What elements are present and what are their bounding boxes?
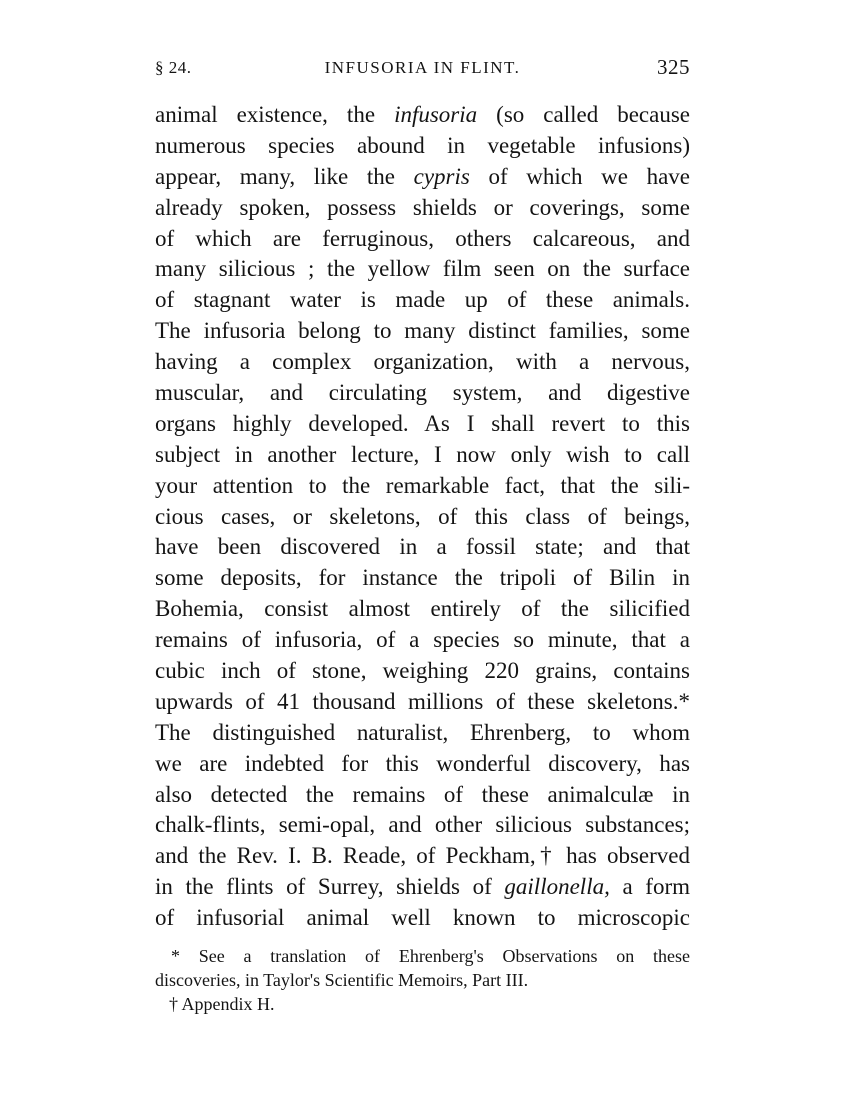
- text-line: Bohemia, consist almost entirely of the silicified: [155, 596, 690, 622]
- text-line: The distinguished naturalist, Ehrenberg, to whom: [155, 719, 690, 745]
- footnote-1-line-1: * See a translation of Ehrenberg's Observations on these: [171, 946, 690, 966]
- text-line: and the Rev. I. B. Reade, of Peckham,† has observed: [155, 843, 690, 869]
- text-line: have been discovered in a fossil state; and that: [155, 534, 690, 560]
- italic-term: gaillonella,: [504, 874, 610, 900]
- section-number: § 24.: [155, 58, 192, 77]
- text-line: upwards of 41 thousand millions of these skeletons.*: [155, 688, 690, 714]
- text-line: having a complex organization, with a nervous,: [155, 349, 690, 375]
- text-line: chalk-flints, semi-opal, and other silicious substances;: [155, 812, 690, 838]
- footnote-1-line-2: discoveries, in Taylor's Scientific Memoirs, Part III.: [155, 970, 529, 990]
- footnote-2: † Appendix H.: [169, 994, 275, 1014]
- italic-term: cypris: [413, 163, 470, 189]
- text-line: subject in another lecture, I now only wish to call: [155, 441, 690, 467]
- text-line: already spoken, possess shields or coverings, some: [155, 194, 690, 220]
- body-text: [155, 100, 690, 934]
- page-number: 325: [657, 55, 690, 79]
- text-line: cious cases, or skeletons, of this class of beings,: [155, 503, 690, 529]
- running-header: [155, 55, 690, 88]
- text-line: remains of infusoria, of a species so minute, that a: [155, 627, 690, 653]
- text-line: of which are ferruginous, others calcareous, and: [155, 225, 690, 251]
- text-line: numerous species abound in vegetable infusions): [155, 132, 690, 158]
- text-line: some deposits, for instance the tripoli of Bilin in: [155, 565, 690, 591]
- text-line: also detected the remains of these animalculæ in: [155, 781, 690, 807]
- text-line: we are indebted for this wonderful discovery, has: [155, 750, 690, 776]
- italic-term: infusoria: [394, 102, 478, 127]
- text-line: of infusorial animal well known to microscopic: [155, 905, 690, 931]
- text-line: many silicious ; the yellow film seen on the surface: [155, 256, 690, 282]
- text-line: muscular, and circulating system, and digestive: [155, 380, 690, 406]
- text-line: in the flints of Surrey, shields of gaillonella, a form: [155, 874, 691, 900]
- running-title: INFUSORIA IN FLINT.: [324, 58, 521, 77]
- text-line: of stagnant water is made up of these animals.: [155, 287, 690, 313]
- text-line: appear, many, like the cypris of which we have: [155, 163, 691, 189]
- text-line: animal existence, the infusoria (so called because: [155, 102, 690, 127]
- text-line: your attention to the remarkable fact, that the sili-: [155, 472, 690, 498]
- text-line: organs highly developed. As I shall revert to this: [155, 410, 690, 436]
- text-line: The infusoria belong to many distinct families, some: [155, 318, 690, 344]
- text-line: cubic inch of stone, weighing 220 grains, contains: [155, 658, 690, 684]
- footnotes: [155, 944, 690, 1016]
